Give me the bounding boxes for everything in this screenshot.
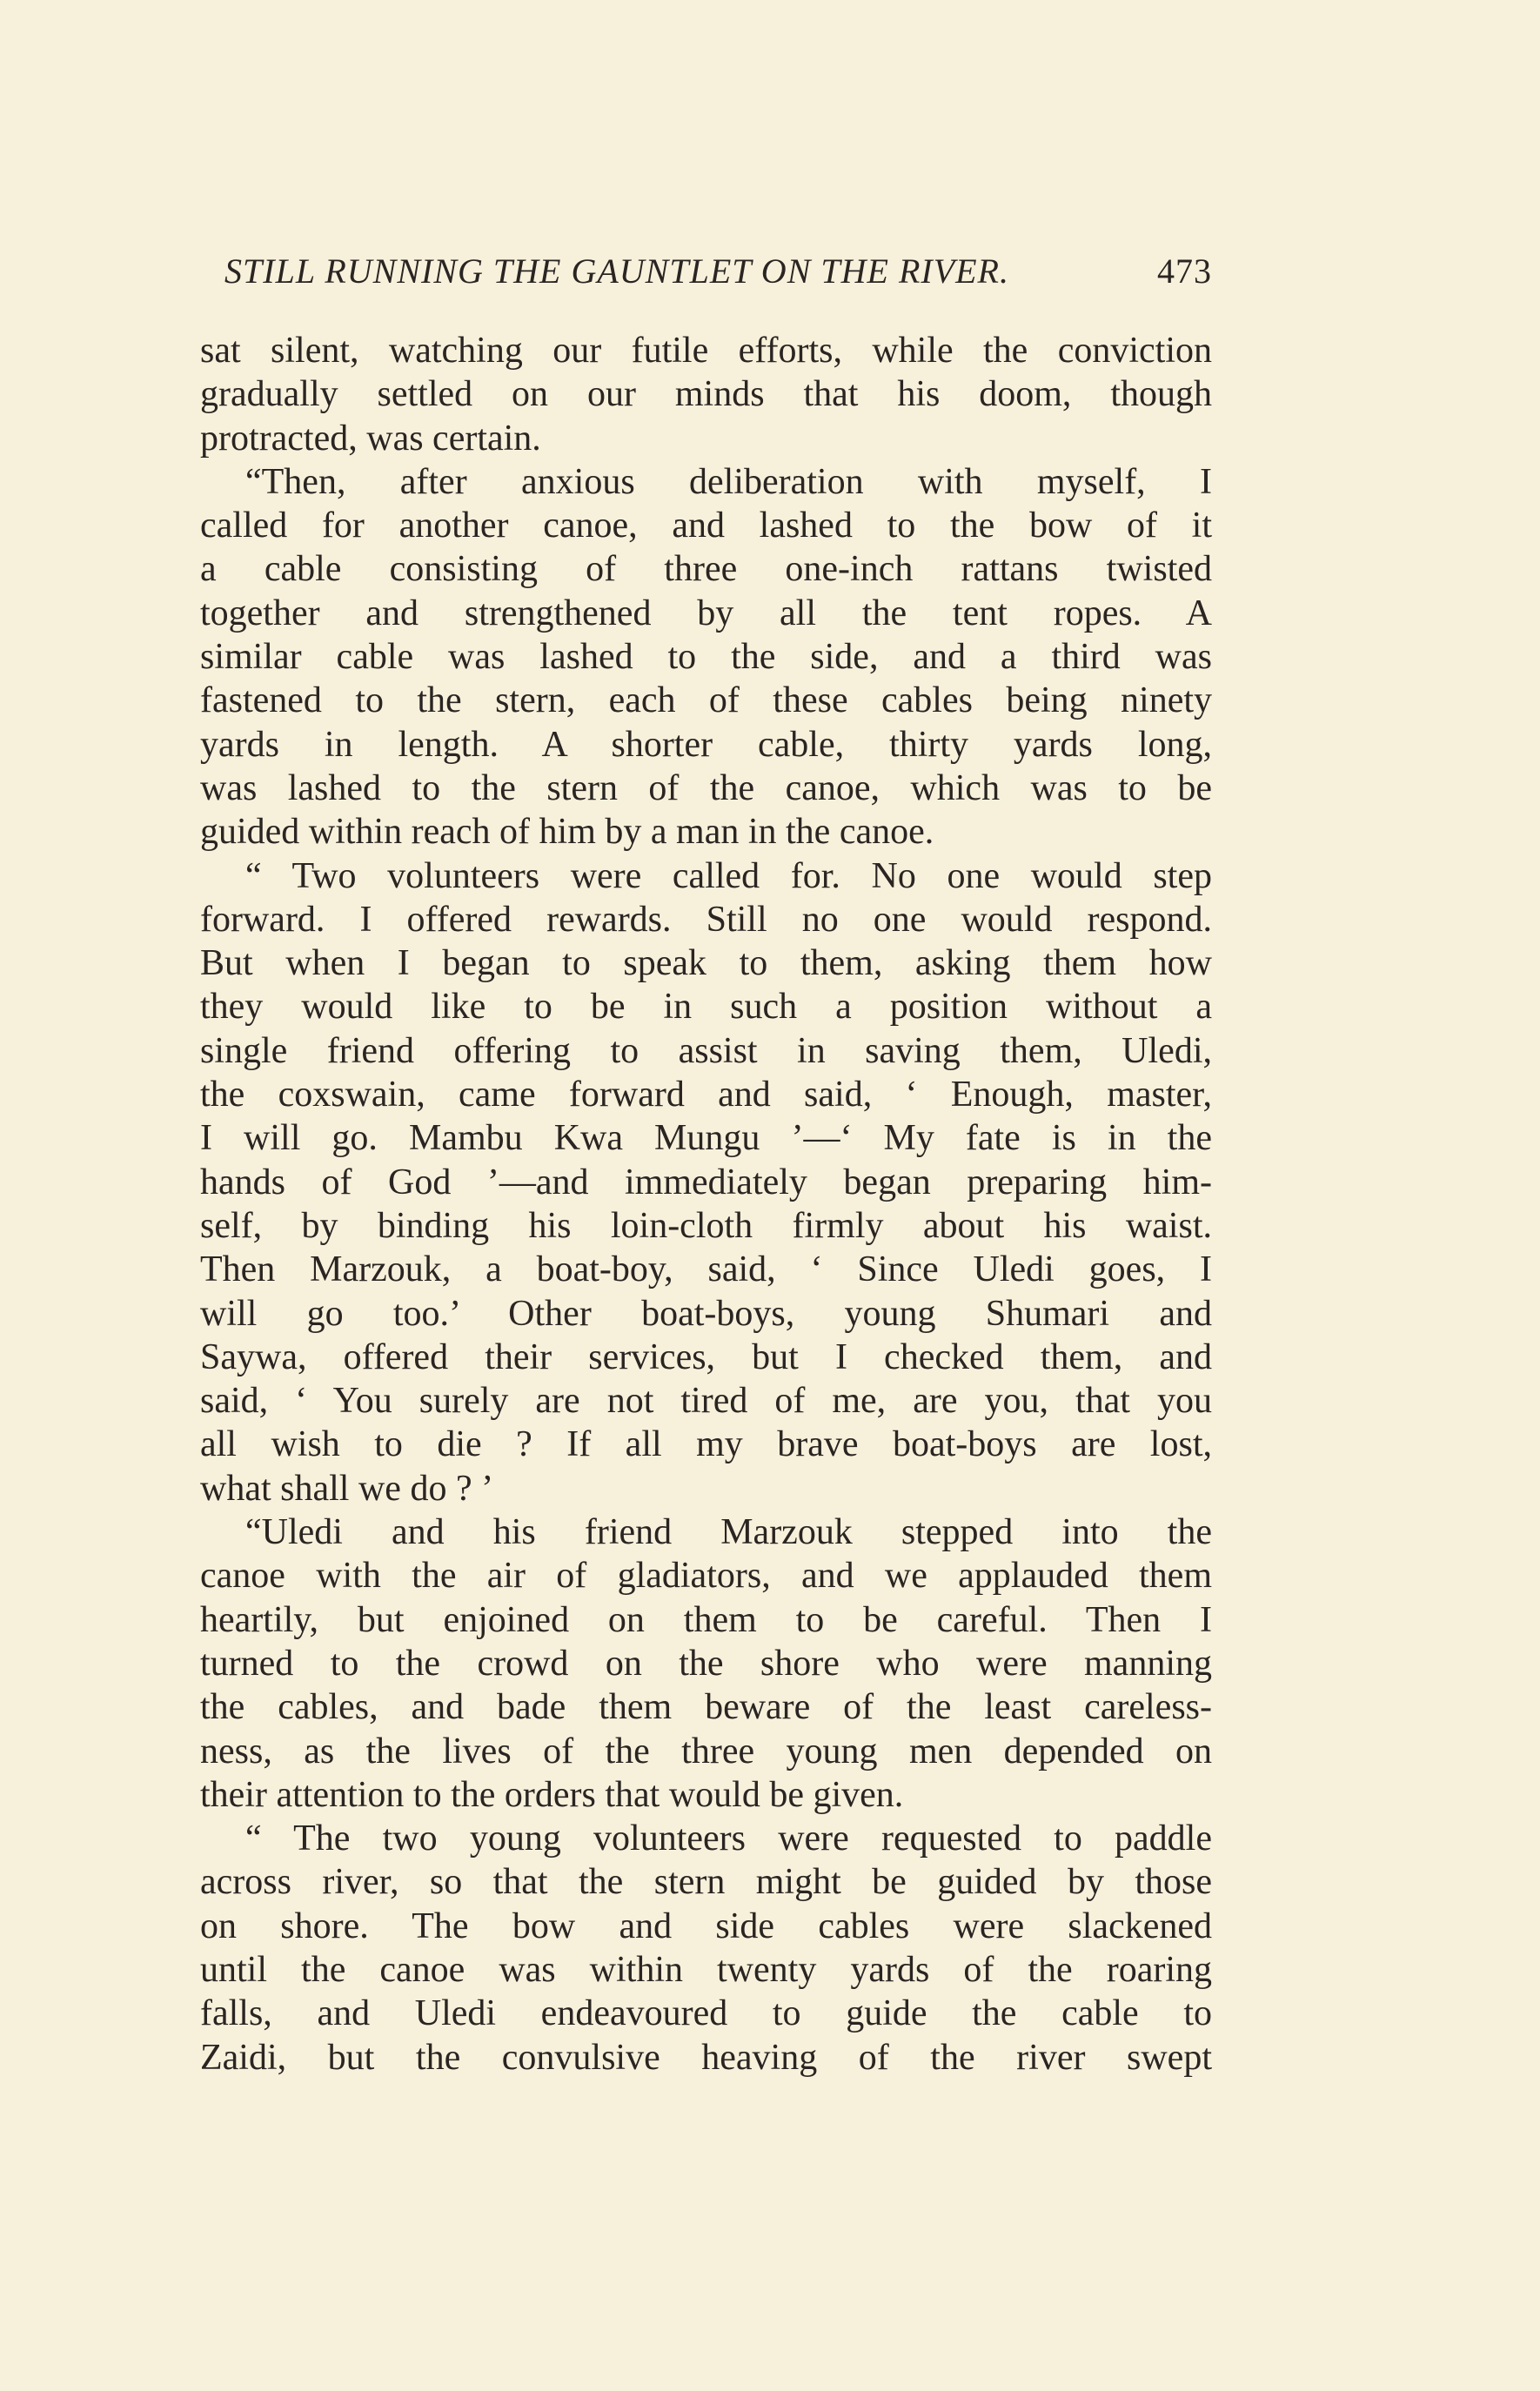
body-text [200, 329, 1212, 2080]
text-line: their attention to the orders that would be given. [200, 1774, 904, 1815]
text-line: hands of God ’—and immediately began preparing him- [200, 1162, 1212, 1202]
text-line: called for another canoe, and lashed to the bow of it [200, 506, 1212, 546]
text-line: the coxswain, came forward and said, ‘ Enough, master, [200, 1075, 1212, 1115]
text-line: was lashed to the stern of the canoe, which was to be [200, 767, 1212, 808]
text-line: together and strengthened by all the tent ropes. A [200, 593, 1212, 633]
text-line: on shore. The bow and side cables were slackened [200, 1905, 1212, 1946]
text-line: all wish to die ? If all my brave boat-boys are lost, [200, 1424, 1212, 1465]
text-line: protracted, was certain. [200, 418, 541, 459]
text-line: gradually settled on our minds that his doom, though [200, 374, 1212, 415]
text-line: a cable consisting of three one-inch rattans twisted [200, 549, 1212, 590]
text-line: forward. I offered rewards. Still no one would respond. [200, 899, 1212, 940]
text-line: heartily, but enjoined on them to be careful. Then I [200, 1599, 1212, 1640]
text-line: across river, so that the stern might be guided by those [200, 1862, 1212, 1903]
page-number: 473 [1157, 251, 1212, 291]
running-title: STILL RUNNING THE GAUNTLET ON THE RIVER. [224, 251, 1009, 291]
paragraph-first-line: “Uledi and his friend Marzouk stepped into the [245, 1512, 1212, 1553]
text-line: Zaidi, but the convulsive heaving of the river swept [200, 2037, 1212, 2078]
text-line: yards in length. A shorter cable, thirty yards long, [200, 724, 1212, 765]
text-line: until the canoe was within twenty yards of the roaring [200, 1949, 1212, 1990]
text-line: will go too.’ Other boat-boys, young Shumari and [200, 1293, 1212, 1334]
text-line: But when I began to speak to them, asking them how [200, 943, 1212, 984]
text-line: canoe with the air of gladiators, and we applauded them [200, 1556, 1212, 1597]
text-line: what shall we do ? ’ [200, 1468, 494, 1509]
text-line: they would like to be in such a position without a [200, 987, 1212, 1028]
text-line: self, by binding his loin-cloth firmly about his waist. [200, 1205, 1212, 1246]
text-line: ness, as the lives of the three young men depended on [200, 1731, 1212, 1771]
paragraph-first-line: “ Two volunteers were called for. No one would step [245, 855, 1212, 896]
text-line: single friend offering to assist in saving them, Uledi, [200, 1030, 1212, 1071]
text-line: falls, and Uledi endeavoured to guide the cable to [200, 1993, 1212, 2034]
running-head [224, 251, 1212, 303]
text-line: fastened to the stern, each of these cables being ninety [200, 680, 1212, 721]
text-line: Then Marzouk, a boat-boy, said, ‘ Since Uledi goes, I [200, 1249, 1212, 1290]
text-line: Saywa, offered their services, but I checked them, and [200, 1336, 1212, 1377]
text-line: turned to the crowd on the shore who were manning [200, 1643, 1212, 1684]
text-line: guided within reach of him by a man in the canoe. [200, 812, 934, 853]
paragraph-first-line: “ The two young volunteers were requested to paddle [245, 1818, 1212, 1859]
text-line: the cables, and bade them beware of the least careless- [200, 1687, 1212, 1728]
text-line: sat silent, watching our futile efforts, while the conviction [200, 331, 1212, 371]
text-line: said, ‘ You surely are not tired of me, are you, that you [200, 1381, 1212, 1422]
text-line: similar cable was lashed to the side, and a third was [200, 637, 1212, 678]
paragraph-first-line: “Then, after anxious deliberation with myself, I [245, 461, 1212, 502]
text-line: I will go. Mambu Kwa Mungu ’—‘ My fate is in the [200, 1118, 1212, 1159]
